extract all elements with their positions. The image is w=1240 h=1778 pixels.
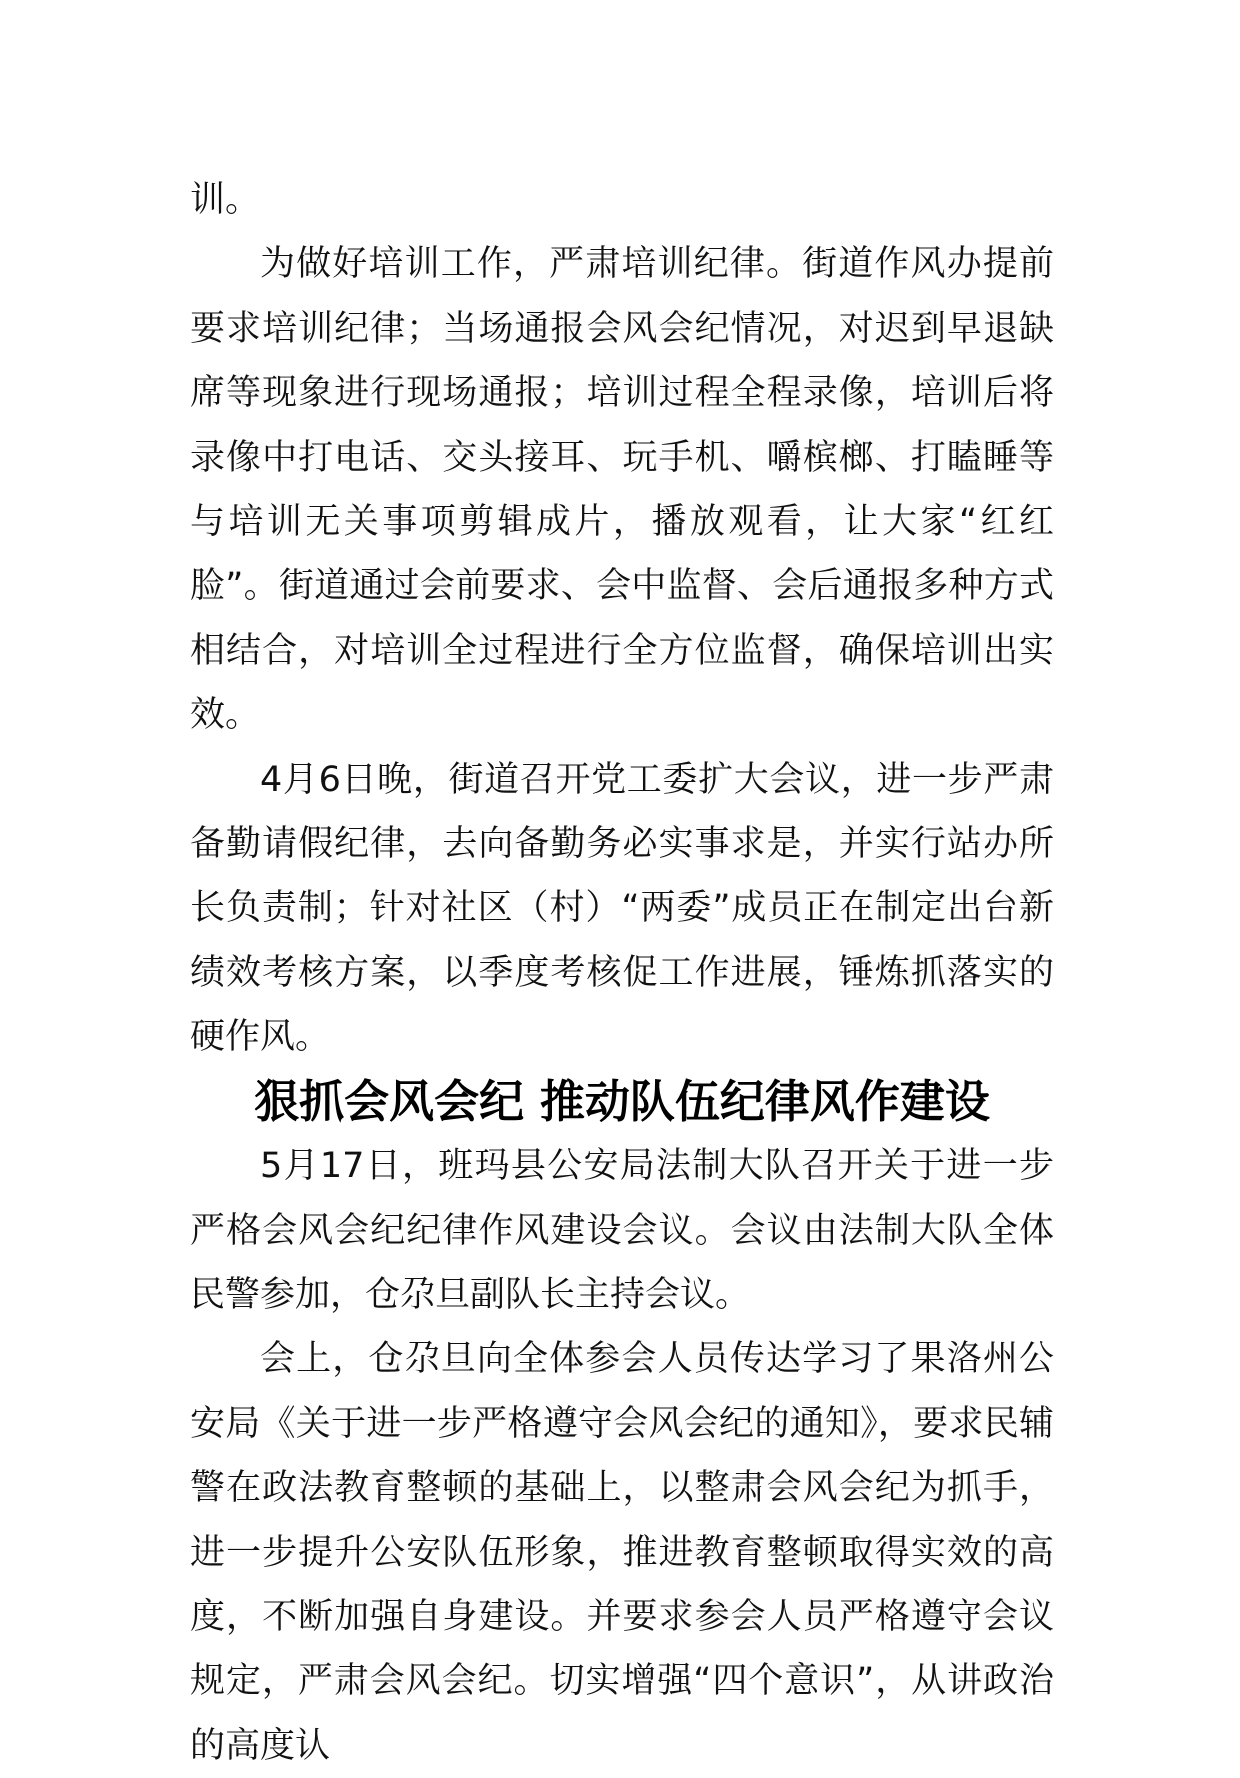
paragraph-legal-brigade-meeting: 5月17日，班玛县公安局法制大队召开关于进一步严格会风会纪纪律作风建设会议。会议由法制大队全体民警参加，仓尕旦副队长主持会议。 [190,1146,1054,1315]
document-page [190,168,1054,1778]
section-heading: 狠抓会风会纪 推动队伍纪律风作建设 [254,1074,990,1128]
paragraph-party-meeting: 4月6日晚，街道召开党工委扩大会议，进一步严肃备勤请假纪律，去向备勤务必实事求是，并实行站办所长负责制；针对社区（村）“两委”成员正在制定出台新绩效考核方案，以季度考核促工作进展，锤炼抓落实的硬作风。 [190,759,1054,1058]
paragraph-continuation: 训。 [190,180,261,220]
paragraph-meeting-content: 会上，仓尕旦向全体参会人员传达学习了果洛州公安局《关于进一步严格遵守会风会纪的通知》，要求民辅警在政法教育整顿的基础上，以整肃会风会纪为抓手，进一步提升公安队伍形象，推进教育整顿取得实效的高度，不断加强自身建设。并要求参会人员严格遵守会议规定，严肃会风会纪。切实增强“四个意识”，从讲政治的高度认 [190,1339,1054,1766]
paragraph-training-discipline: 为做好培训工作，严肃培训纪律。街道作风办提前要求培训纪律；当场通报会风会纪情况，对迟到早退缺席等现象进行现场通报；培训过程全程录像，培训后将录像中打电话、交头接耳、玩手机、嚼槟榔、打瞌睡等与培训无关事项剪辑成片，播放观看，让大家“红红脸”。街道通过会前要求、会中监督、会后通报多种方式相结合，对培训全过程进行全方位监督，确保培训出实效。 [190,244,1054,736]
